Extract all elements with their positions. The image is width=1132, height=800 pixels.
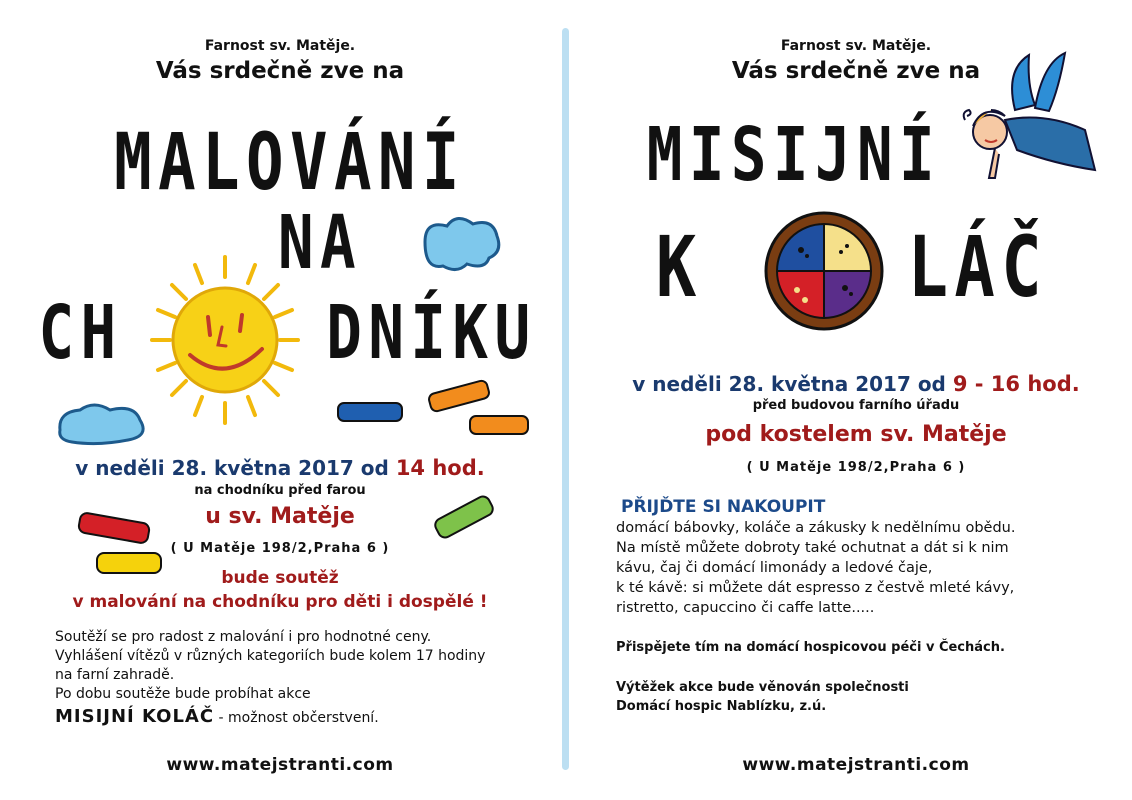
shop-line: k té kávě: si můžete dát espresso z čestvě mleté kávy, — [616, 580, 1015, 596]
left-poster — [0, 0, 560, 800]
place-name: pod kostelem sv. Matěje — [705, 422, 1007, 447]
event-time: 14 hod. — [395, 456, 485, 480]
support-line: Přispějete tím na domácí hospicovou péči v Čechách. — [616, 640, 1005, 655]
pie-illustration — [763, 210, 885, 332]
cloud-illustration — [415, 212, 505, 277]
panel-divider — [562, 28, 569, 770]
title-line-1: MALOVÁNÍ — [114, 118, 466, 208]
info-line: Vyhlášení vítězů v různých kategoriích bude kolem 17 hodiny — [55, 648, 486, 664]
angel-illustration — [955, 50, 1105, 200]
title-line-3a: CH — [38, 290, 123, 376]
place-note: na chodníku před farou — [194, 483, 366, 498]
website-link[interactable]: www.matejstranti.com — [166, 755, 394, 775]
title-line-2a: K — [655, 218, 703, 316]
shop-line: kávu, čaj či domácí limonády a ledové čaje, — [616, 560, 933, 576]
place-name: u sv. Matěje — [205, 504, 355, 529]
sun-illustration — [150, 255, 300, 425]
kolac-note: - možnost občerstvení. — [214, 710, 379, 726]
date-text: v neděli 28. května 2017 od — [632, 372, 946, 396]
title-line-3b: DNÍKU — [326, 290, 537, 376]
info-line: Soutěží se pro radost z malování i pro hodnotné ceny. — [55, 629, 432, 645]
date-line — [580, 372, 1132, 396]
parish-name: Farnost sv. Matěje. — [780, 38, 932, 54]
cloud-illustration — [55, 400, 150, 445]
title-line-2: NA — [277, 200, 363, 286]
shop-heading: PŘIJĎTE SI NAKOUPIT — [621, 497, 826, 517]
info-line: na farní zahradě. — [55, 667, 175, 683]
shop-line: domácí bábovky, koláče a zákusky k nedělnímu obědu. — [616, 520, 1016, 536]
kolac-line — [55, 706, 379, 727]
info-line: Po dobu soutěže bude probíhat akce — [55, 686, 311, 702]
shop-line: ristretto, capuccino či caffe latte..... — [616, 600, 875, 616]
right-poster — [580, 0, 1132, 800]
date-line — [0, 456, 560, 480]
title-line-2b: LÁČ — [907, 218, 1049, 316]
contest-line-1: bude soutěž — [221, 568, 339, 588]
chalk-illustration — [468, 410, 533, 440]
invite-line: Vás srdečně zve na — [155, 58, 405, 84]
address: ( U Matěje 198/2,Praha 6 ) — [170, 541, 390, 556]
info-paragraph — [55, 628, 485, 704]
kolac-name: MISIJNÍ KOLÁČ — [55, 706, 215, 727]
date-text: v neděli 28. května 2017 od — [75, 456, 389, 480]
website-link[interactable]: www.matejstranti.com — [742, 755, 970, 775]
proceeds-line-2: Domácí hospic Nablízku, z.ú. — [616, 699, 827, 714]
place-note: před budovou farního úřadu — [752, 398, 960, 413]
event-time: 9 - 16 hod. — [952, 372, 1080, 396]
proceeds-line-1: Výtěžek akce bude věnován společnosti — [616, 680, 909, 695]
title-line-1: MISIJNÍ — [646, 112, 942, 198]
contest-line-2: v malování na chodníku pro děti i dospělé ! — [72, 592, 488, 612]
invite-line: Vás srdečně zve na — [731, 58, 981, 84]
address: ( U Matěje 198/2,Praha 6 ) — [746, 460, 966, 475]
parish-name: Farnost sv. Matěje. — [204, 38, 356, 54]
shop-line: Na místě můžete dobroty také ochutnat a dát si k nim — [616, 540, 1009, 556]
chalk-illustration — [336, 400, 406, 425]
shop-paragraph — [616, 518, 1015, 618]
